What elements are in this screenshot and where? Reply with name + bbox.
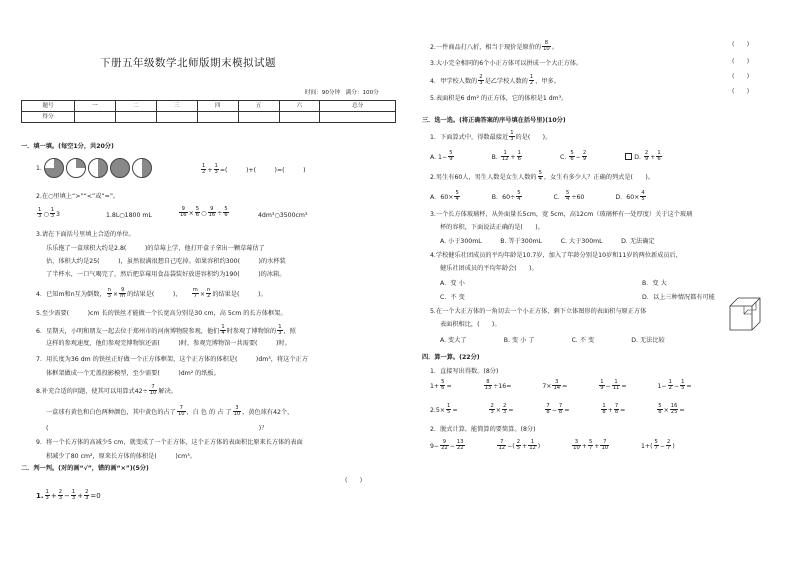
score-header-cell: 二 bbox=[115, 101, 156, 112]
score-table-score-row bbox=[22, 112, 396, 123]
score-header-cell: 三 bbox=[156, 101, 197, 112]
section-1-heading: 一．填一填。(每空1分，共20分) bbox=[21, 143, 114, 150]
choice-q2: 2.男生有60人，男生人数是女生人数的 $\frac{5}{4}$ ，女生有多少人？正确的列式是( )。 bbox=[430, 170, 654, 183]
score-cell[interactable] bbox=[279, 112, 320, 123]
fraction-circle bbox=[88, 158, 108, 178]
page-title: 下册五年级数学北师版期末模拟试题 bbox=[100, 57, 276, 69]
score-header-cell: 总分 bbox=[320, 101, 396, 112]
stepwise-calc-row: 9− $\frac{9}{22}$ − $\frac{13}{22}$ $\frac{7}{12}$ −( $\frac{2}{5}$ + $\frac{1}{12}$ ) $\frac{3}{10}$ + $\frac{5}{7}$ + $\frac{7}{10}$ 1+( $\frac{5}{7}$ − $\frac{2}{7}$ ) bbox=[430, 439, 675, 452]
q1-label: 1. bbox=[36, 165, 42, 172]
score-cell[interactable] bbox=[197, 112, 238, 123]
q1-equation: $\frac{1}{2}$ + $\frac{1}{3}$ =( )+( )=( ) bbox=[202, 163, 306, 176]
choice-q3-options[interactable]: A. 小于300mL B. 等于300mL C. 大于300mL D. 无法确定 bbox=[440, 238, 655, 245]
score-table-header-row bbox=[22, 101, 396, 112]
choice-q3-line2: 杯的容积，下面说法正确的是( )。 bbox=[440, 224, 544, 231]
fraction-circle bbox=[44, 158, 64, 178]
q2-item-d[interactable]: 4dm³○3500cm³ bbox=[258, 212, 308, 219]
choice-q4-option-a[interactable]: A．变 小 bbox=[440, 280, 465, 287]
score-header-cell: 六 bbox=[279, 101, 320, 112]
score-table bbox=[21, 100, 396, 123]
score-row-label: 得分 bbox=[22, 112, 75, 123]
calc-part2-heading: 2．脱式计算，能简算的要简算。(8分) bbox=[430, 426, 536, 433]
cube-diagram-icon bbox=[728, 296, 762, 332]
judge-paren[interactable]: ( ) bbox=[732, 41, 750, 48]
q3-line: 了半杯水，一口气喝完了，然后把草莓用食品袋装好放进容积约为190( )的冰箱。 bbox=[46, 271, 286, 278]
judge-q2: 2.一件商品打八折，相当于现价是原价的 $\frac{8}{10}$ 。 bbox=[430, 40, 558, 53]
fraction-circle bbox=[66, 158, 86, 178]
q8-answer-blank[interactable]: ( )？ bbox=[46, 425, 268, 432]
q3-line: 乐乐拖了一盒球积大约是2.8( )的草莓上学，他打开盒子拿出一颗草莓估了 bbox=[46, 245, 265, 252]
score-header-cell: 题号 bbox=[22, 101, 75, 112]
choice-q1: 1．下面算式中，得数最接近 $\frac{1}{3}$ 的是( )。 bbox=[430, 130, 552, 143]
score-cell[interactable] bbox=[238, 112, 279, 123]
score-cell[interactable] bbox=[75, 112, 116, 123]
exam-meta: 时间：90分钟 满分：100分 bbox=[305, 90, 379, 96]
choice-q1-options[interactable]: A. 1− $\frac{5}{9}$ B. $\frac{1}{12}$ + $\frac{1}{6}$ C. $\frac{5}{6}$ − $\frac{2}{9}$ D. $\frac{2}{9}$ + $\frac{1}{6}$ bbox=[430, 150, 661, 163]
choice-q5-line1: 5.在一个大正方体的一角切去一个小正方体，剩下立体图形的表面积与原正方体 bbox=[430, 308, 647, 315]
judge-paren[interactable]: ( ) bbox=[732, 58, 750, 65]
mental-math-row2: 2.5× $\frac{1}{5}$ = $\frac{2}{3}$ × $\frac{2}{3}$ = $\frac{7}{8}$ − $\frac{7}{8}$ = $\frac{1}{8}$ + $\frac{7}{8}$ = $\frac{5}{8}$ × $\frac{16}{25}$ = bbox=[430, 403, 685, 416]
section-3-heading: 三．选一选。(将正确答案的序号填在括号里)(10分) bbox=[422, 117, 566, 124]
q2-item-c[interactable]: $\frac{9}{16}$ × $\frac{5}{6}$ ○ $\frac{9}{16}$ ÷ $\frac{5}{6}$ bbox=[180, 206, 228, 219]
q4: 4．已知m和n互为倒数， $\frac{n}{3}$ × $\frac{9}{m}$ 的结果是( )， $\frac{m}{7}$ × $\frac{n}{2}$ 的结果是( )。 bbox=[36, 287, 267, 300]
q2-item-b[interactable]: 1.8L○1800 mL bbox=[106, 212, 152, 219]
checkbox-icon bbox=[625, 153, 632, 160]
q1-answer-blanks[interactable]: =( )+( )=( ) bbox=[219, 166, 306, 174]
q1-fraction-circles bbox=[36, 158, 152, 178]
score-header-cell: 五 bbox=[238, 101, 279, 112]
mental-math-row1: 1+ $\frac{5}{6}$ = $\frac{8}{13}$ ÷16= 7× $\frac{3}{14}$ = $\frac{1}{9}$ − $\frac{1}{11}$ = 1− $\frac{1}{2}$ − $\frac{1}{5}$ = bbox=[430, 379, 692, 392]
judge-paren[interactable]: ( ) bbox=[732, 73, 750, 80]
q8-line1: 8.补充合适的问题，使其可以用算式42÷ $\frac{7}{10}$ 解决。 bbox=[36, 384, 177, 397]
score-cell[interactable] bbox=[156, 112, 197, 123]
q6-line1: 6．星期天，小明和朋友一起去位于郑州市的河南博物院参观，他们 $\frac{1}{4}$ 时参观了博物馆的 $\frac{1}{3}$ ，照 bbox=[36, 324, 296, 337]
score-cell[interactable] bbox=[320, 112, 396, 123]
fraction-circle bbox=[110, 158, 130, 178]
q7-line2: 体框架做成一个无盖投影模型，至少需要( )dm² 的纸板。 bbox=[46, 370, 220, 377]
section-2-heading: 二．判一判。(对的画“√”，错的画“×”)(5分) bbox=[21, 465, 149, 472]
q3-line: 估，体积大约是25( )，虽然很满很想自己吃掉。如果容积约300( )的水杯装 bbox=[46, 258, 286, 265]
choice-q5-options[interactable]: A. 变大了 B. 变 小 了 C. 不 变 D. 无法比较 bbox=[440, 337, 665, 344]
choice-q5-line2: 表面积相比，( )。 bbox=[440, 321, 501, 328]
q3-instruction: 3.请在下面括号里填上合适的单位。 bbox=[36, 231, 135, 238]
q2-item-a: $\frac{1}{3}$ ○ $\frac{1}{3}$ 3 bbox=[38, 207, 60, 220]
choice-q3-line1: 3.一个长方体玻璃杯，从外面量长5cm，宽 5cm，高12cm（玻璃杯有一处厚度）关于这个玻璃 bbox=[430, 211, 693, 218]
choice-q4-option-c[interactable]: C．不 变 bbox=[440, 294, 465, 301]
fraction-circle bbox=[132, 158, 152, 178]
judge-q5: 5.表面积是6 dm² 的正方体，它的体积是1 dm³。 bbox=[430, 95, 568, 102]
q7-line1: 7．用长度为36 dm 的铁丝正好做一个正方体框架，这个正方体的体积是( )dm³，将这个正方 bbox=[36, 356, 308, 363]
judge-paren[interactable]: ( ) bbox=[732, 88, 750, 95]
q9-line1: 9．将一个长方体的高减少5 cm，就变成了一个正方体，这个正方体的表面积比原来长方体的表面 bbox=[36, 439, 303, 446]
score-cell[interactable] bbox=[115, 112, 156, 123]
score-header-cell: 一 bbox=[75, 101, 116, 112]
q9-line2: 积减少了80 cm²，原来长方体的体积是( )cm³。 bbox=[46, 453, 196, 460]
section-4-heading: 四．算一算。(22分) bbox=[422, 354, 480, 361]
choice-q2-options[interactable]: A．60× $\frac{5}{4}$ B．60÷ $\frac{5}{4}$ C． $\frac{5}{4}$ ÷60 D．60× $\frac{4}{5}$ bbox=[430, 190, 645, 203]
judge-q1: 1. $\frac{1}{3}$ + $\frac{2}{3}$ − $\frac{1}{3}$ + $\frac{2}{3}$ =0 bbox=[36, 489, 101, 502]
q5: 5.至少需要( )cm 长的铁丝才能做一个长宽高分别是30 cm，高 5cm 的长方体框架。 bbox=[36, 310, 287, 317]
q2-instruction: 2.在○里填上“>”“<”或“=”。 bbox=[36, 193, 120, 200]
choice-q4-line1: 4.学校健乐社团成员的平均年龄是10.7岁，加入了年龄分别是10岁和11岁的两位新成员后， bbox=[430, 252, 682, 259]
choice-q4-option-b[interactable]: B．变 大 bbox=[642, 280, 667, 287]
judge-paren[interactable]: ( ) bbox=[345, 477, 363, 484]
judge-q4: 4．甲学校人数的 $\frac{2}{3}$ 是乙学校人数的 $\frac{1}{2}$ ，甲多。 bbox=[430, 74, 560, 87]
calc-part1-heading: 1．直接写出得数。(8分) bbox=[430, 368, 499, 375]
choice-q4-option-d[interactable]: D．以上三种情况都有可能 bbox=[642, 294, 715, 301]
choice-q4-line2: 健乐社团成员的平均年龄会( )。 bbox=[440, 265, 538, 272]
q8-line2: 一盒球有黄色和白色两种颜色，其中黄色的占了 $\frac{7}{10}$ ，白 色 的 占 了 $\frac{3}{10}$ ，黄色球有42个， bbox=[46, 405, 294, 418]
judge-q3: 3.大小完全相同的6个小正方体可以拼成一个大正方体。 bbox=[430, 60, 583, 67]
score-header-cell: 四 bbox=[197, 101, 238, 112]
q6-line2: 这样的参观速度，他们参观完博物馆还需( )时，参观完博物馆一共需要( )时。 bbox=[46, 340, 291, 347]
